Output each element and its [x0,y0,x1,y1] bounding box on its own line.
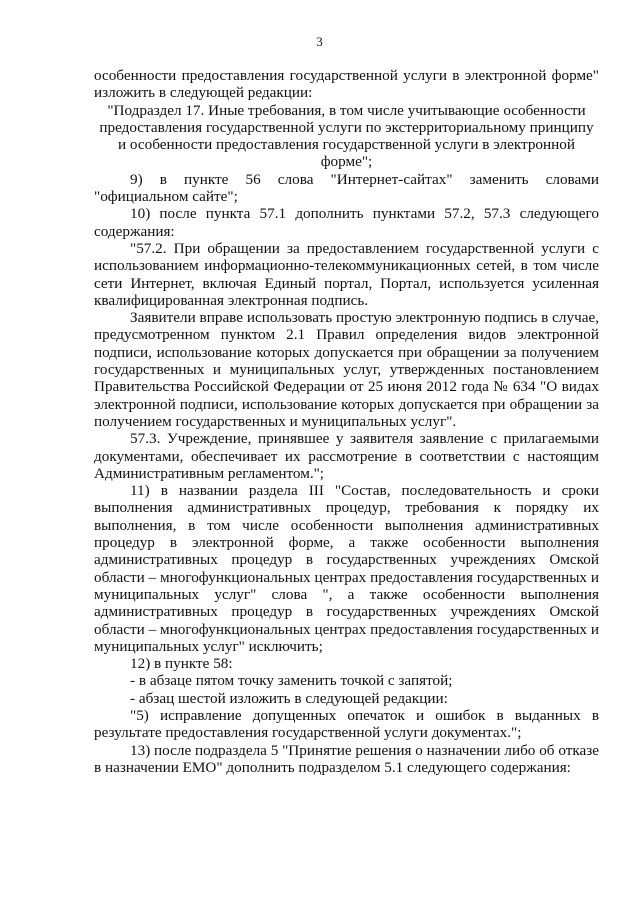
paragraph: 13) после подраздела 5 "Принятие решения о назначении либо об отказе в назначении ЕМО" дополнить подразделом 5.1 следующего содержания: [94,741,599,776]
paragraph: "Подраздел 17. Иные требования, в том числе учитывающие особенности предоставления государственной услуги по экстерриториальному принципу и особенности предоставления государственной услуги в электронной форме"; [99,101,594,171]
paragraph: - в абзаце пятом точку заменить точкой с запятой; [130,672,453,690]
paragraph: - абзац шестой изложить в следующей редакции: [130,689,448,707]
paragraph: 57.3. Учреждение, принявшее у заявителя заявление с прилагаемыми документами, обеспечивает их рассмотрение в соответствии с настоящим Административным регламентом."; [94,430,599,482]
page-number: 3 [316,34,323,49]
paragraph: Заявители вправе использовать простую электронную подпись в случае, предусмотренном пунктом 2.1 Правил определения видов электронной подписи, использование которых допускается при обращении за получением государственных и муниципальных услуг, утвержденных постановлением Правительства Российской Федерации от 25 июня 2012 года № 634 "О видах электронной подписи, использование которых допускается при обращении за получением государственных и муниципальных услуг". [94,309,599,430]
paragraph: 10) после пункта 57.1 дополнить пунктами 57.2, 57.3 следующего содержания: [94,205,599,240]
document-body [94,67,599,776]
paragraph: 9) в пункте 56 слова "Интернет-сайтах" заменить словами "официальном сайте"; [94,170,599,206]
paragraph: 11) в названии раздела III "Состав, последовательность и сроки выполнения административных процедур, требования к порядку их выполнения, в том числе особенности выполнения административных процедур в электронной форме, а также особенности выполнения административных процедур в государственных учреждениях Омской области – многофункциональных центрах предоставления государственных и муниципальных услуг" слова ", а также особенности выполнения административных процедур в государственных учреждениях Омской области – многофункциональных центрах предоставления государственных и муниципальных услуг" исключить; [94,482,599,655]
paragraph: "57.2. При обращении за предоставлением государственной услуги с использованием информационно-телекоммуникационных сетей, в том числе сети Интернет, включая Единый портал, Портал, используется усиленная квалифицированная электронная подпись. [94,239,599,309]
paragraph: "5) исправление допущенных опечаток и ошибок в выданных в результате предоставления государственной услуги документах."; [94,706,599,742]
paragraph: 12) в пункте 58: [130,655,233,673]
paragraph: особенности предоставления государственной услуги в электронной форме" изложить в следующей редакции: [94,67,599,102]
